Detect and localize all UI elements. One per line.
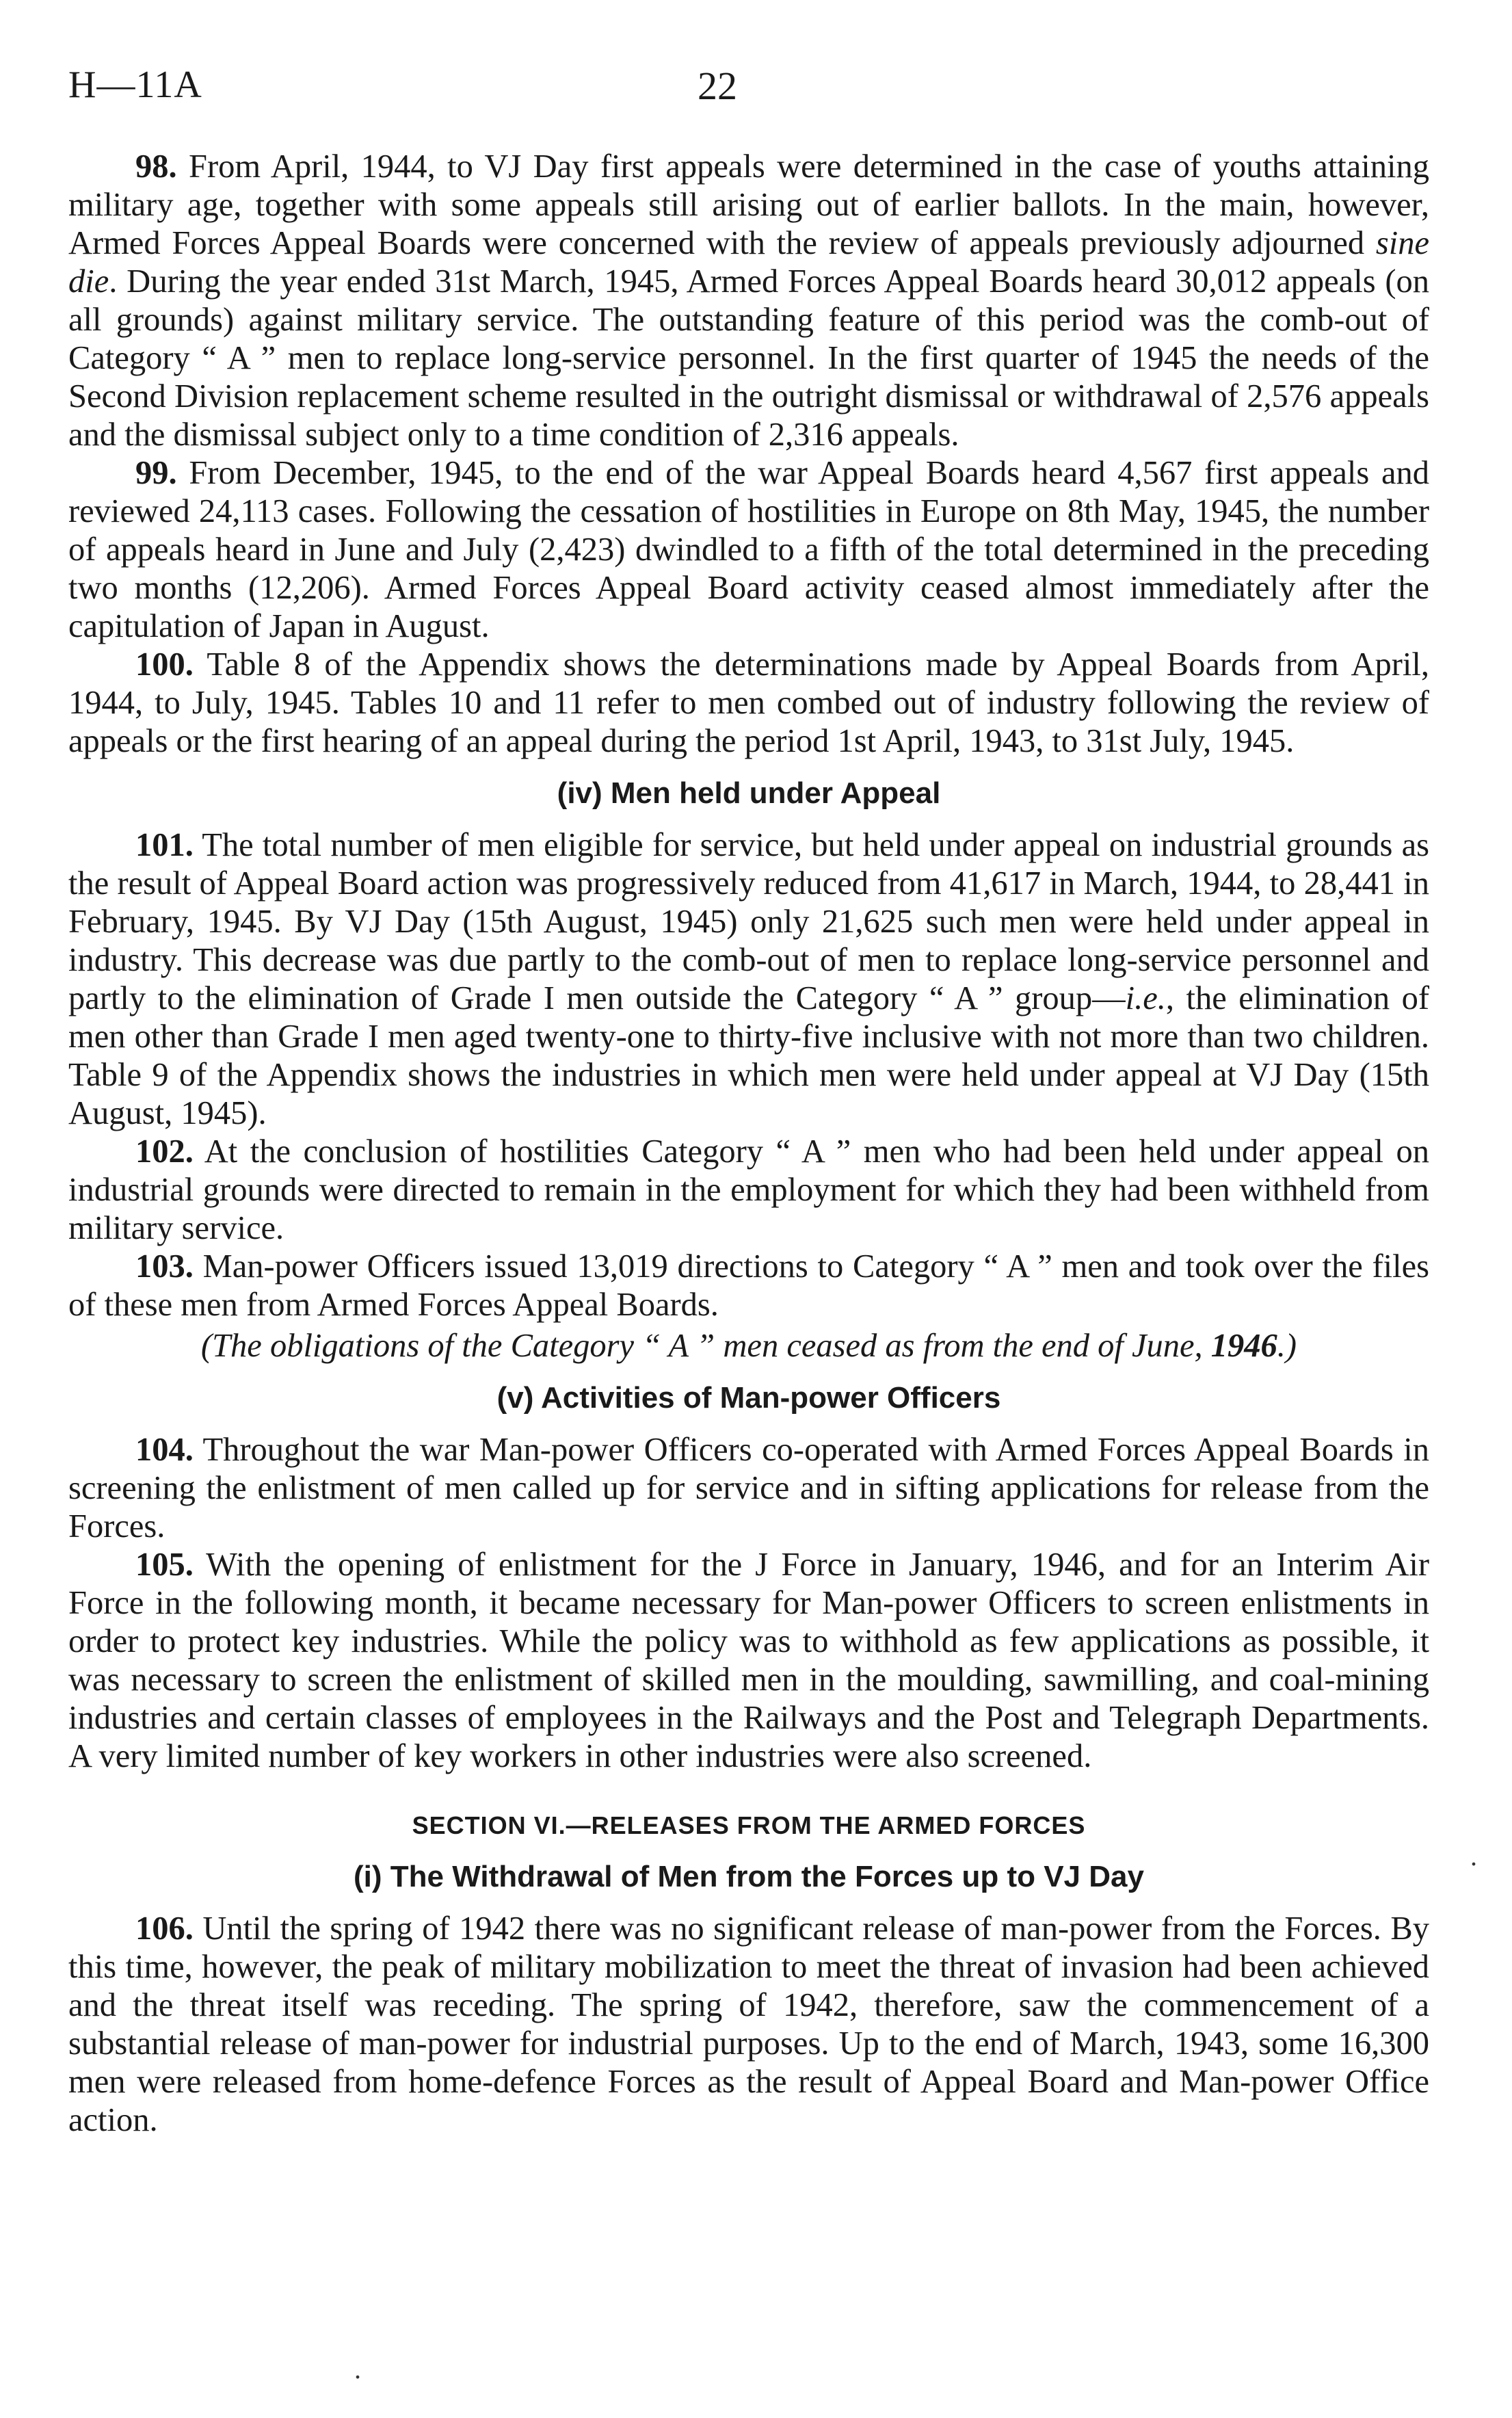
subheading-activities-of-man-power-officers: (v) Activities of Man-power Officers [496,1381,1001,1415]
paragraph-number: 100. [135,646,194,683]
paragraph-number: 104. [135,1432,194,1468]
paragraph-text: At the conclusion of hostilities Category “ A ” men who had been held under appeal on industrial grounds were directed to remain in the employment for which they had been withheld from military service. [68,1133,1429,1246]
paragraph-text-continued: . During the year ended 31st March, 1945, Armed Forces Appeal Boards heard 30,012 appeals (on all grounds) against military service. The outstanding feature of this period was the comb-out of Category “ A ” men to replace long-service personnel. In the first quarter of 1945 the needs of the Second Division replacement scheme resulted in the outright dismissal or withdrawal of 2,576 appeals and the dismissal subject only to a time condition of 2,316 appeals. [68,263,1429,453]
paragraph-102 [68,1133,1429,1248]
paragraph-text: From December, 1945, to the end of the war Appeal Boards heard 4,567 first appeals and reviewed 24,113 cases. Following the cessation of hostilities in Europe on 8th May, 1945, the number of appeals heard in June and July (2,423) dwindled to a fifth of the total determined in the preceding two months (12,206). Armed Forces Appeal Board activity ceased almost immediately after the capitulation of Japan in August. [68,455,1429,644]
page-body [68,148,1429,2140]
paragraph-number: 101. [135,827,194,863]
note-text: (The obligations of the Category “ A ” men ceased as from the end of June, [200,1328,1211,1364]
paragraph-105 [68,1546,1429,1776]
paragraph-number: 106. [135,1910,194,1947]
paragraph-number: 103. [135,1248,194,1285]
document-reference: H—11A [68,64,202,106]
latin-phrase: sine die [68,225,1429,300]
page-number: 22 [698,64,737,108]
paragraph-104 [68,1431,1429,1546]
paragraph-text: Until the spring of 1942 there was no significant release of man-power from the Forces. By this time, however, the peak of military mobilization to meet the threat of invasion had been achieved and the threat itself was receding. The spring of 1942, therefore, saw the commencement of a substantial release of man-power for industrial purposes. Up to the end of March, 1943, some 16,300 men were released from home-defence Forces as the result of Appeal Board and Man-power Office action. [68,1910,1429,2138]
paragraph-98 [68,148,1429,454]
paragraph-text: The total number of men eligible for service, but held under appeal on industrial grounds as the result of Appeal Board action was progressively reduced from 41,617 in March, 1944, to 28,441 in February, 1945. By VJ Day (15th August, 1945) only 21,625 such men were held under appeal in industry. This decrease was due partly to the comb-out of men to replace long-service personnel and partly to the elimination of Grade I men outside the Category “ A ” group— [68,827,1429,1016]
paragraph-number: 105. [135,1547,194,1583]
paragraph-number: 98. [135,148,177,185]
running-header [68,63,1436,118]
paragraph-103 [68,1248,1429,1324]
bottom-mark: . [354,2354,361,2384]
paragraph-text: Man-power Officers issued 13,019 directions to Category “ A ” men and took over the files of these men from Armed Forces Appeal Boards. [68,1248,1429,1323]
paragraph-106 [68,1910,1429,2140]
paragraph-text: Throughout the war Man-power Officers co-operated with Armed Forces Appeal Boards in screening the enlistment of men called up for service and in sifting applications for release from the Forces. [68,1432,1429,1545]
paragraph-101 [68,826,1429,1133]
note-text-end: .) [1277,1328,1297,1364]
paragraph-number: 99. [135,455,177,491]
subheading-withdrawal-of-men: (i) The Withdrawal of Men from the Forces up to VJ Day [354,1860,1144,1893]
margin-mark: . [1470,1841,1477,1871]
italic-note [68,1327,1429,1365]
subheading-men-held-under-appeal: (iv) Men held under Appeal [557,776,941,810]
latin-abbreviation: i.e. [1125,980,1166,1016]
paragraph-text: Table 8 of the Appendix shows the determinations made by Appeal Boards from April, 1944, to July, 1945. Tables 10 and 11 refer to men combed out of industry following the review of appeals or the first hearing of an appeal during the period 1st April, 1943, to 31st July, 1945. [68,646,1429,759]
paragraph-100 [68,646,1429,761]
paragraph-text: With the opening of enlistment for the J Force in January, 1946, and for an Interim Air Force in the following month, it became necessary for Man-power Officers to screen enlistments in order to protect key industries. While the policy was to withhold as few applications as possible, it was necessary to screen the enlistment of skilled men in the moulding, sawmilling, and coal-mining industries and certain classes of employees in the Railways and the Post and Telegraph Departments. A very limited number of key workers in other industries were also screened. [68,1547,1429,1774]
paragraph-text: From April, 1944, to VJ Day first appeals were determined in the case of youths attaining military age, together with some appeals still arising out of earlier ballots. In the main, however, Armed Forces Appeal Boards were concerned with the review of appeals previously adjourned [68,148,1429,261]
paragraph-99 [68,454,1429,646]
paragraph-number: 102. [135,1133,194,1170]
paragraph-text-continued: , the elimination of men other than Grade I men aged twenty-one to thirty-five inclusive with not more than two children. Table 9 of the Appendix shows the industries in which men were held under appeal at VJ Day (15th August, 1945). [68,980,1429,1131]
section-title: SECTION VI.—RELEASES FROM THE ARMED FORCES [412,1811,1086,1839]
note-year: 1946 [1210,1328,1277,1364]
